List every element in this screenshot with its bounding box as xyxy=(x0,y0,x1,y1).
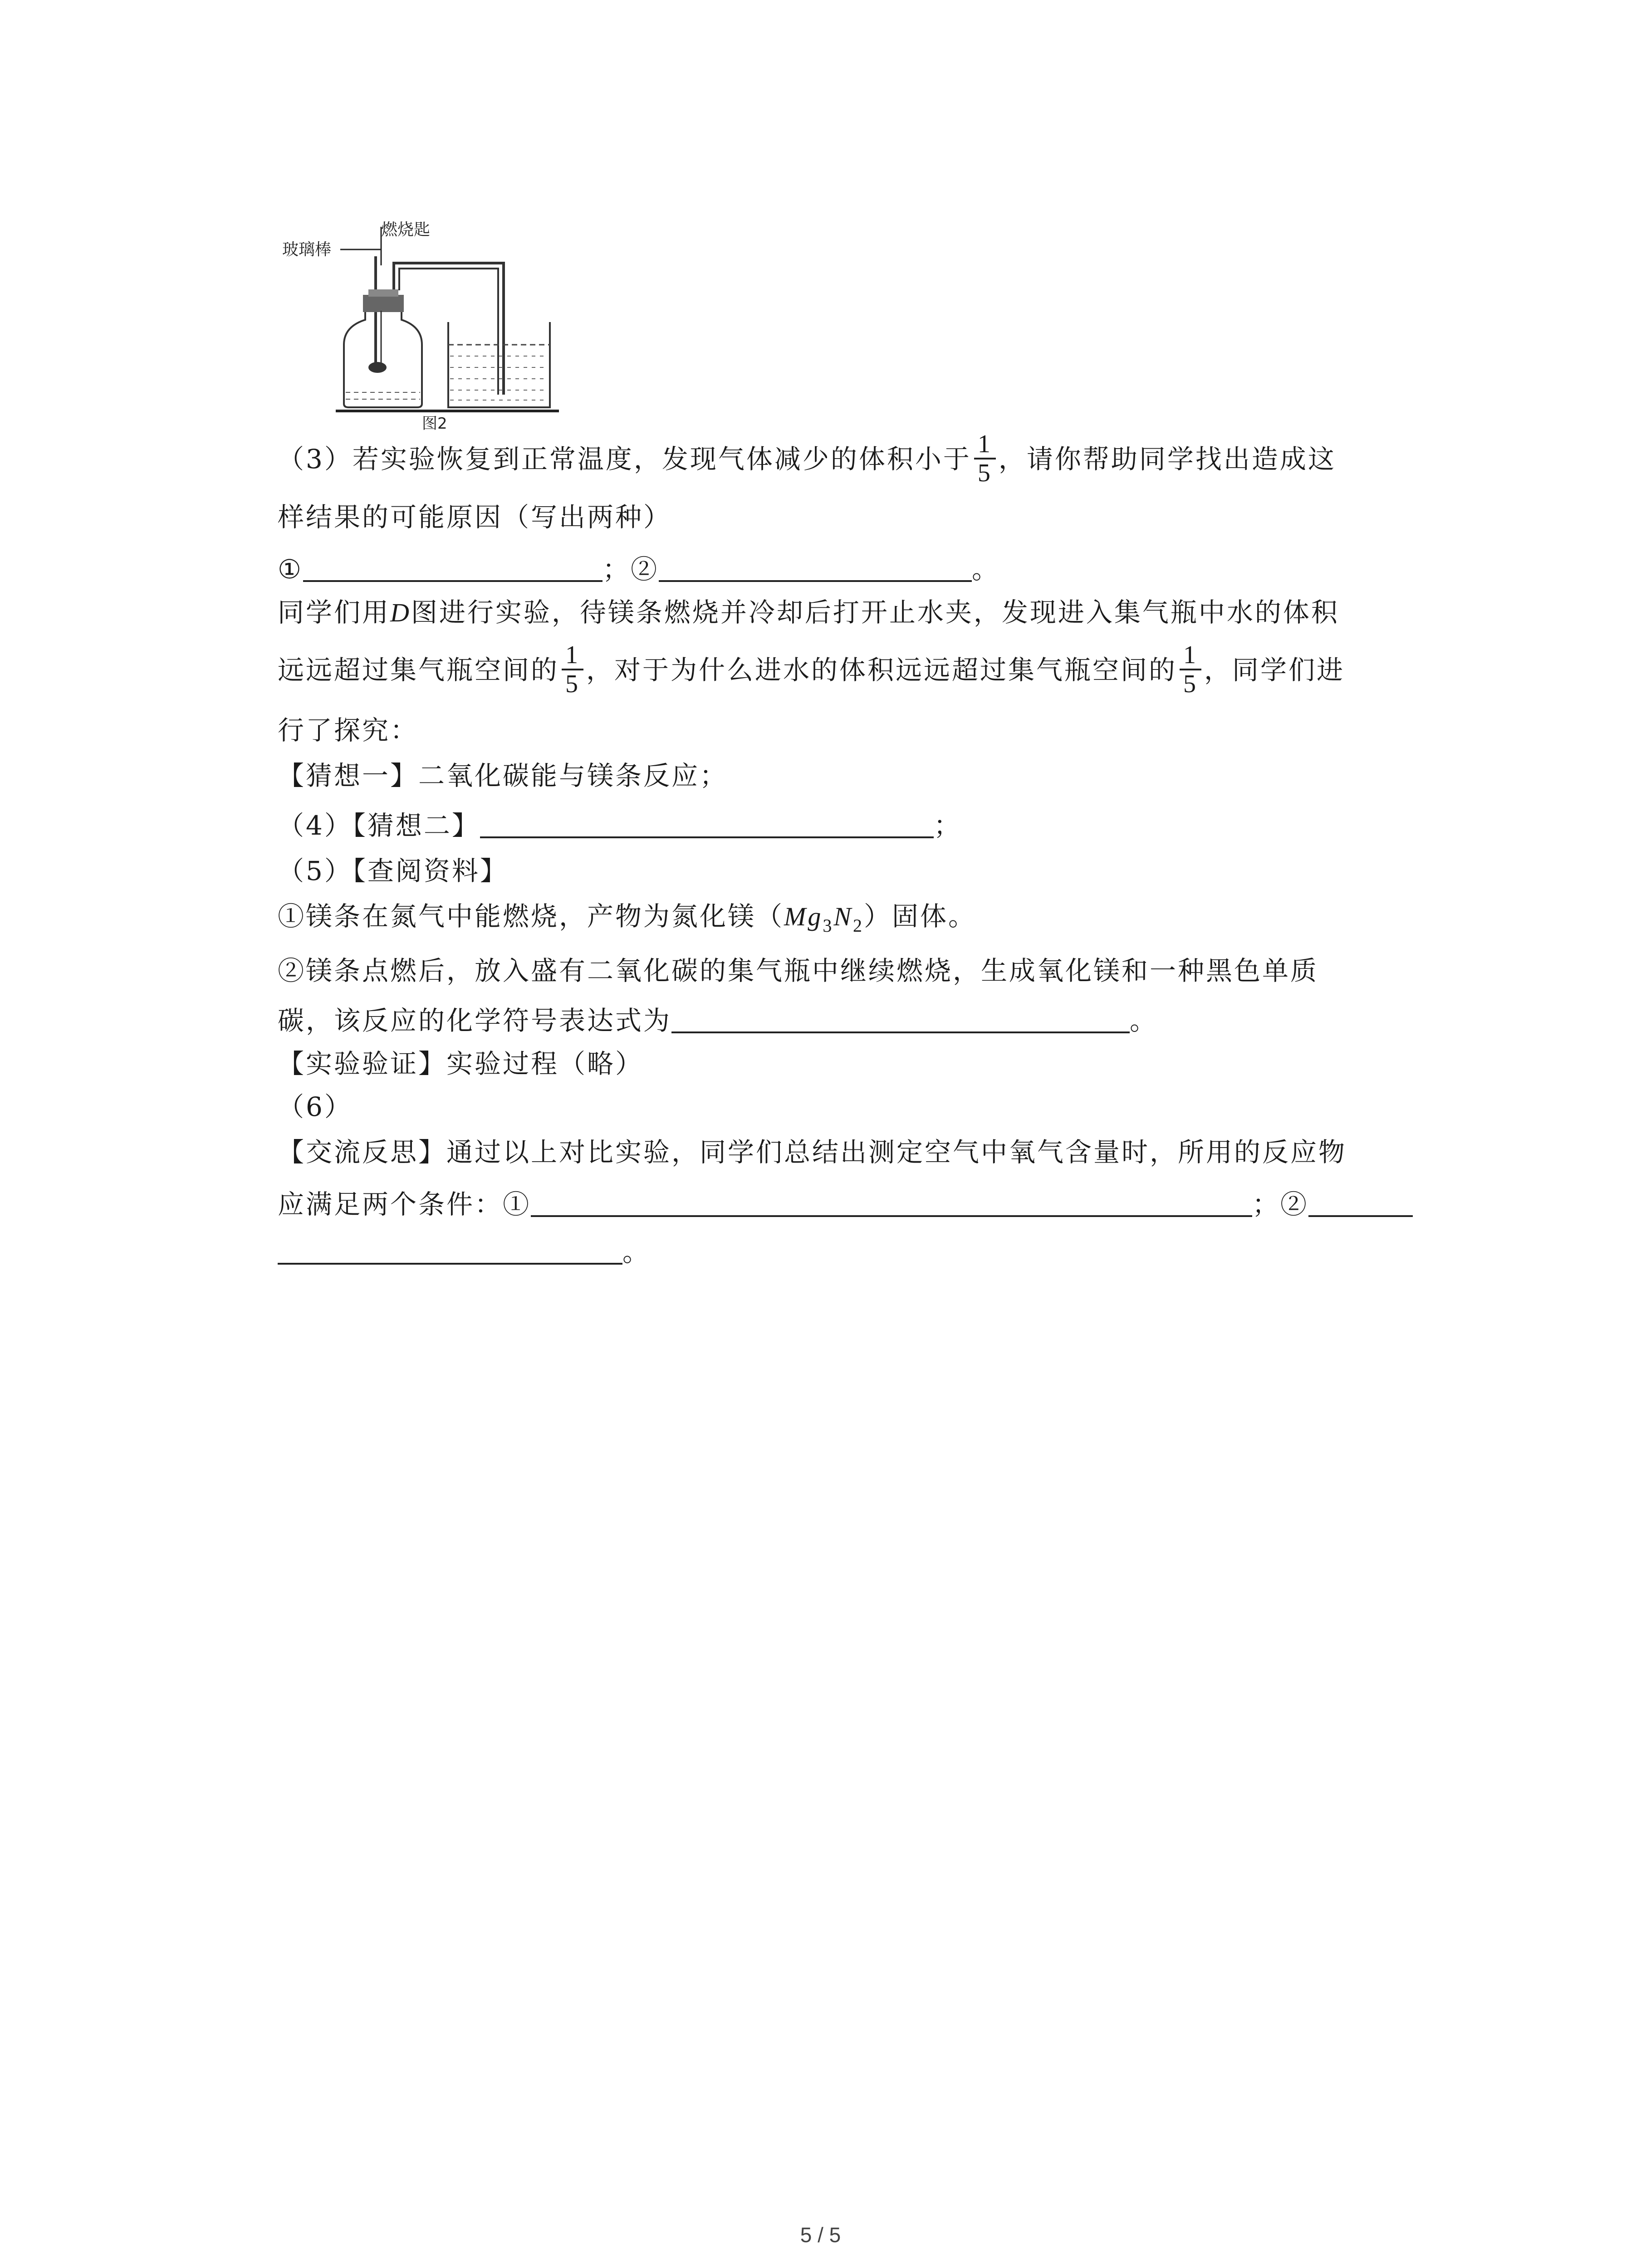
glass-rod-label: 玻璃棒 xyxy=(282,240,332,259)
verify-line: 【实验验证】实验过程（略） xyxy=(278,1048,644,1079)
q5-label: （5）【查阅资料】 xyxy=(278,855,508,886)
fraction-one-fifth: $\frac{1}{5}$ xyxy=(974,430,996,487)
answer-blank-q3-2[interactable] xyxy=(659,553,972,582)
q4-line: （4）【猜想二】 ； xyxy=(278,810,962,841)
reflect-line3: 。 xyxy=(278,1234,1439,1270)
fraction-one-fifth: $\frac{1}{5}$ xyxy=(562,641,583,698)
burning-spoon-label: 燃烧匙 xyxy=(381,220,431,239)
answer-blank-condition-1[interactable] xyxy=(531,1188,1252,1217)
intro-line3: 行了探究： xyxy=(278,715,419,746)
intro-line1: 同学们用D图进行实验，待镁条燃烧并冷却后打开止水夹，发现进入集气瓶中水的体积 xyxy=(278,597,1339,628)
answer-blank-condition-2[interactable] xyxy=(1308,1188,1413,1217)
q3-line2: 样结果的可能原因（写出两种） xyxy=(278,502,672,533)
answer-blank-q4[interactable] xyxy=(480,809,934,838)
reflect-line2: 应满足两个条件：① ；② xyxy=(278,1186,1439,1222)
answer-blank-equation[interactable] xyxy=(671,1004,1130,1033)
answer-blank-condition-2-cont[interactable] xyxy=(278,1236,622,1265)
apparatus-figure xyxy=(272,213,567,431)
fraction-one-fifth: $\frac{1}{5}$ xyxy=(1180,641,1201,698)
figure-caption: 图2 xyxy=(422,415,447,431)
q3-line1: （3）若实验恢复到正常温度，发现气体减少的体积小于 $\frac{1}{5}$ ，请你帮助同学找出造成这 xyxy=(278,430,1336,487)
info-line3: 碳，该反应的化学符号表达式为 。 xyxy=(278,1005,1158,1036)
info-line1: ①镁条在氮气中能燃烧，产物为氮化镁$(Mg_3N_2)$固体。 xyxy=(278,901,977,936)
page-number: 5 / 5 xyxy=(800,2223,841,2247)
q6-label: （6） xyxy=(278,1091,353,1122)
q3-answers: ① ；② 。 xyxy=(278,554,1000,585)
reflect-line1: 【交流反思】通过以上对比实验，同学们总结出测定空气中氧气含量时，所用的反应物 xyxy=(278,1137,1347,1168)
info-line2: ②镁条点燃后，放入盛有二氧化碳的集气瓶中继续燃烧，生成氧化镁和一种黑色单质 xyxy=(278,955,1319,986)
intro-line2: 远远超过集气瓶空间的 $\frac{1}{5}$ ，对于为什么进水的体积远远超过集气瓶空间的 $\frac{1}{5}$ ，同学们进 xyxy=(278,641,1345,698)
answer-blank-q3-1[interactable] xyxy=(303,553,603,582)
guess-one: 【猜想一】二氧化碳能与镁条反应； xyxy=(278,760,728,791)
